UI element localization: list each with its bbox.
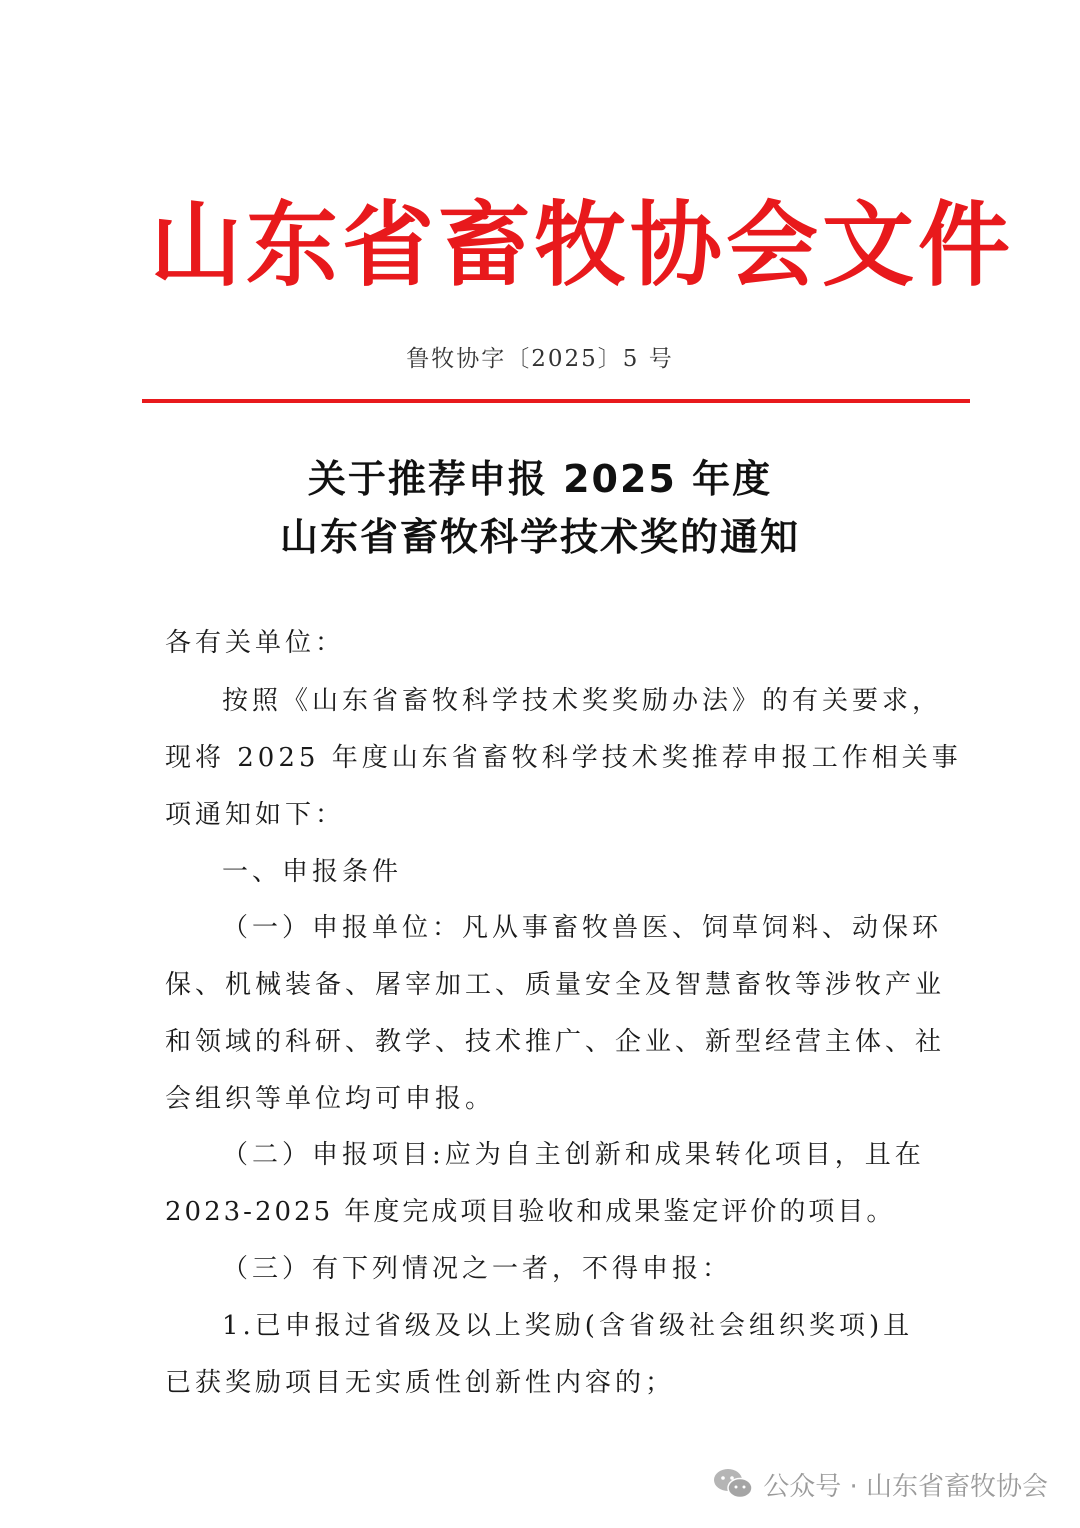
masthead-title: 山东省畜牧协会文件 bbox=[150, 191, 1015, 299]
paragraph-line: 2023-2025 年度完成项目验收和成果鉴定评价的项目。 bbox=[165, 1197, 896, 1227]
paragraph-line: 会组织等单位均可申报。 bbox=[165, 1084, 496, 1114]
red-divider-line bbox=[142, 399, 970, 403]
paragraph-line: （三）有下列情况之一者，不得申报： bbox=[222, 1254, 733, 1284]
notice-title-line-1: 关于推荐申报 2025 年度 bbox=[307, 457, 773, 501]
salutation: 各有关单位： bbox=[165, 628, 346, 658]
paragraph-line: 保、机械装备、屠宰加工、质量安全及智慧畜牧等涉牧产业 bbox=[165, 970, 946, 1000]
section-heading: 一、申报条件 bbox=[222, 857, 403, 887]
watermark-text: 公众号 · 山东省畜牧协会 bbox=[763, 1471, 1048, 1502]
wechat-watermark bbox=[713, 1462, 1048, 1506]
paragraph-line: 和领域的科研、教学、技术推广、企业、新型经营主体、社 bbox=[165, 1027, 946, 1057]
paragraph-line: 1.已申报过省级及以上奖励(含省级社会组织奖项)且 bbox=[222, 1311, 914, 1341]
paragraph-line: （一）申报单位：凡从事畜牧兽医、饲草饲料、动保环 bbox=[222, 913, 943, 943]
notice-title-line-2: 山东省畜牧科学技术奖的通知 bbox=[279, 515, 800, 559]
paragraph-line: 现将 2025 年度山东省畜牧科学技术奖推荐申报工作相关事 bbox=[165, 743, 962, 773]
paragraph-line: 已获奖励项目无实质性创新性内容的； bbox=[165, 1368, 676, 1398]
wechat-icon bbox=[713, 1467, 753, 1501]
paragraph-line: 按照《山东省畜牧科学技术奖奖励办法》的有关要求， bbox=[222, 686, 943, 716]
document-number: 鲁牧协字〔2025〕5 号 bbox=[406, 346, 674, 372]
paragraph-line: （二）申报项目:应为自主创新和成果转化项目，且在 bbox=[222, 1140, 925, 1170]
paragraph-line: 项通知如下： bbox=[165, 800, 346, 830]
